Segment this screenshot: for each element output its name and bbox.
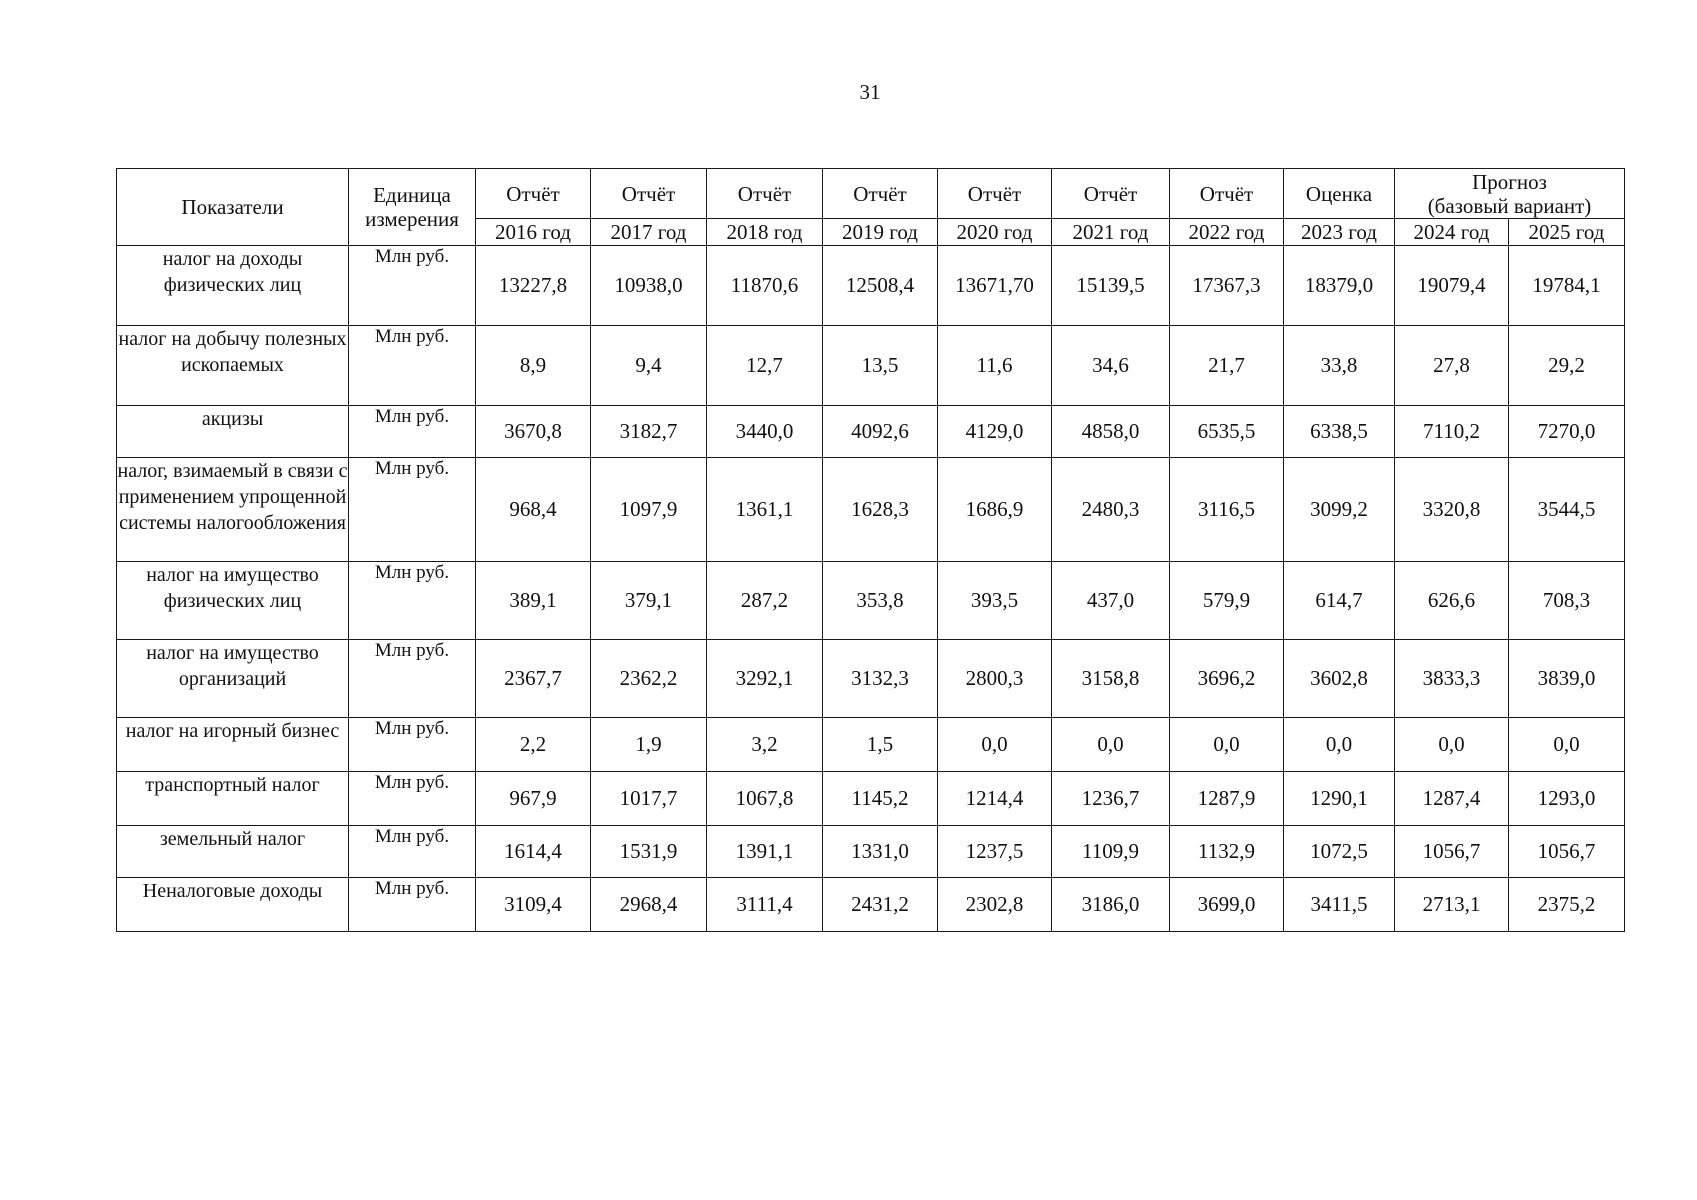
value-cell: 2302,8 xyxy=(938,878,1052,932)
value-cell: 3544,5 xyxy=(1509,458,1625,562)
value-cell: 9,4 xyxy=(591,326,707,406)
value-cell: 1067,8 xyxy=(707,772,823,826)
header-group: Отчёт xyxy=(1170,169,1284,219)
value-cell: 15139,5 xyxy=(1052,246,1170,326)
value-cell: 11,6 xyxy=(938,326,1052,406)
value-cell: 1614,4 xyxy=(476,826,591,878)
value-cell: 3182,7 xyxy=(591,406,707,458)
table-row xyxy=(117,458,1625,562)
value-cell: 3111,4 xyxy=(707,878,823,932)
unit-cell: Млн руб. xyxy=(349,326,476,406)
header-year: 2020 год xyxy=(938,219,1052,246)
value-cell: 3602,8 xyxy=(1284,640,1395,718)
value-cell: 1,9 xyxy=(591,718,707,772)
value-cell: 3411,5 xyxy=(1284,878,1395,932)
value-cell: 3440,0 xyxy=(707,406,823,458)
header-year: 2021 год xyxy=(1052,219,1170,246)
header-unit: Единица измерения xyxy=(349,169,476,246)
header-indicator: Показатели xyxy=(117,169,349,246)
value-cell: 1287,4 xyxy=(1395,772,1509,826)
value-cell: 3292,1 xyxy=(707,640,823,718)
value-cell: 1145,2 xyxy=(823,772,938,826)
header-group: Оценка xyxy=(1284,169,1395,219)
value-cell: 967,9 xyxy=(476,772,591,826)
header-year: 2016 год xyxy=(476,219,591,246)
header-group: Отчёт xyxy=(823,169,938,219)
table-row xyxy=(117,246,1625,326)
unit-cell: Млн руб. xyxy=(349,458,476,562)
indicator-cell: транспортный налог xyxy=(117,772,349,826)
value-cell: 11870,6 xyxy=(707,246,823,326)
forecast-line-2: (базовый вариант) xyxy=(1427,193,1592,218)
header-year: 2023 год xyxy=(1284,219,1395,246)
indicator-cell: акцизы xyxy=(117,406,349,458)
value-cell: 3670,8 xyxy=(476,406,591,458)
header-group: Отчёт xyxy=(476,169,591,219)
value-cell: 437,0 xyxy=(1052,562,1170,640)
value-cell: 0,0 xyxy=(1170,718,1284,772)
table-row xyxy=(117,406,1625,458)
value-cell: 1109,9 xyxy=(1052,826,1170,878)
revenue-table xyxy=(116,168,1625,932)
value-cell: 6338,5 xyxy=(1284,406,1395,458)
indicator-cell: налог на игорный бизнес xyxy=(117,718,349,772)
value-cell: 3833,3 xyxy=(1395,640,1509,718)
value-cell: 2480,3 xyxy=(1052,458,1170,562)
value-cell: 4858,0 xyxy=(1052,406,1170,458)
header-year: 2024 год xyxy=(1395,219,1509,246)
indicator-cell: земельный налог xyxy=(117,826,349,878)
value-cell: 1132,9 xyxy=(1170,826,1284,878)
value-cell: 18379,0 xyxy=(1284,246,1395,326)
value-cell: 7110,2 xyxy=(1395,406,1509,458)
unit-cell: Млн руб. xyxy=(349,772,476,826)
value-cell: 389,1 xyxy=(476,562,591,640)
unit-cell: Млн руб. xyxy=(349,246,476,326)
value-cell: 3132,3 xyxy=(823,640,938,718)
value-cell: 4129,0 xyxy=(938,406,1052,458)
value-cell: 614,7 xyxy=(1284,562,1395,640)
header-year: 2019 год xyxy=(823,219,938,246)
value-cell: 1686,9 xyxy=(938,458,1052,562)
value-cell: 1214,4 xyxy=(938,772,1052,826)
value-cell: 1531,9 xyxy=(591,826,707,878)
value-cell: 968,4 xyxy=(476,458,591,562)
header-year: 2017 год xyxy=(591,219,707,246)
value-cell: 2968,4 xyxy=(591,878,707,932)
unit-cell: Млн руб. xyxy=(349,878,476,932)
indicator-cell: налог на доходы физических лиц xyxy=(117,246,349,326)
value-cell: 1287,9 xyxy=(1170,772,1284,826)
value-cell: 3158,8 xyxy=(1052,640,1170,718)
value-cell: 6535,5 xyxy=(1170,406,1284,458)
header-group: Отчёт xyxy=(707,169,823,219)
table-body xyxy=(117,246,1625,932)
value-cell: 0,0 xyxy=(1052,718,1170,772)
value-cell: 19784,1 xyxy=(1509,246,1625,326)
value-cell: 3186,0 xyxy=(1052,878,1170,932)
value-cell: 0,0 xyxy=(1395,718,1509,772)
value-cell: 2431,2 xyxy=(823,878,938,932)
indicator-cell: налог на добычу полезных ископаемых xyxy=(117,326,349,406)
value-cell: 12508,4 xyxy=(823,246,938,326)
indicator-cell: налог, взимаемый в связи с применением упрощенной системы налогообложения xyxy=(117,458,349,562)
value-cell: 2362,2 xyxy=(591,640,707,718)
value-cell: 2800,3 xyxy=(938,640,1052,718)
value-cell: 1290,1 xyxy=(1284,772,1395,826)
value-cell: 10938,0 xyxy=(591,246,707,326)
value-cell: 353,8 xyxy=(823,562,938,640)
value-cell: 1017,7 xyxy=(591,772,707,826)
value-cell: 1236,7 xyxy=(1052,772,1170,826)
indicator-cell: Неналоговые доходы xyxy=(117,878,349,932)
value-cell: 626,6 xyxy=(1395,562,1509,640)
value-cell: 379,1 xyxy=(591,562,707,640)
unit-cell: Млн руб. xyxy=(349,640,476,718)
value-cell: 1331,0 xyxy=(823,826,938,878)
value-cell: 708,3 xyxy=(1509,562,1625,640)
value-cell: 3109,4 xyxy=(476,878,591,932)
header-group: Отчёт xyxy=(1052,169,1170,219)
value-cell: 2375,2 xyxy=(1509,878,1625,932)
value-cell: 0,0 xyxy=(938,718,1052,772)
value-cell: 3699,0 xyxy=(1170,878,1284,932)
value-cell: 8,9 xyxy=(476,326,591,406)
header-year: 2018 год xyxy=(707,219,823,246)
header-forecast xyxy=(1395,169,1625,219)
value-cell: 2713,1 xyxy=(1395,878,1509,932)
value-cell: 12,7 xyxy=(707,326,823,406)
value-cell: 34,6 xyxy=(1052,326,1170,406)
unit-cell: Млн руб. xyxy=(349,562,476,640)
value-cell: 7270,0 xyxy=(1509,406,1625,458)
value-cell: 3320,8 xyxy=(1395,458,1509,562)
table-row xyxy=(117,640,1625,718)
value-cell: 13227,8 xyxy=(476,246,591,326)
value-cell: 1628,3 xyxy=(823,458,938,562)
indicator-cell: налог на имущество организаций xyxy=(117,640,349,718)
value-cell: 17367,3 xyxy=(1170,246,1284,326)
value-cell: 579,9 xyxy=(1170,562,1284,640)
unit-cell: Млн руб. xyxy=(349,718,476,772)
value-cell: 1,5 xyxy=(823,718,938,772)
value-cell: 29,2 xyxy=(1509,326,1625,406)
value-cell: 13,5 xyxy=(823,326,938,406)
value-cell: 19079,4 xyxy=(1395,246,1509,326)
value-cell: 33,8 xyxy=(1284,326,1395,406)
value-cell: 1293,0 xyxy=(1509,772,1625,826)
forecast-line-1: Прогноз xyxy=(1472,169,1547,194)
indicator-cell: налог на имущество физических лиц xyxy=(117,562,349,640)
value-cell: 287,2 xyxy=(707,562,823,640)
table-row xyxy=(117,826,1625,878)
value-cell: 2367,7 xyxy=(476,640,591,718)
value-cell: 3,2 xyxy=(707,718,823,772)
header-year: 2025 год xyxy=(1509,219,1625,246)
value-cell: 4092,6 xyxy=(823,406,938,458)
header-year: 2022 год xyxy=(1170,219,1284,246)
header-group: Отчёт xyxy=(938,169,1052,219)
value-cell: 27,8 xyxy=(1395,326,1509,406)
value-cell: 3116,5 xyxy=(1170,458,1284,562)
value-cell: 2,2 xyxy=(476,718,591,772)
value-cell: 13671,70 xyxy=(938,246,1052,326)
table-row xyxy=(117,326,1625,406)
value-cell: 1237,5 xyxy=(938,826,1052,878)
value-cell: 3099,2 xyxy=(1284,458,1395,562)
header-group: Отчёт xyxy=(591,169,707,219)
page-number: 31 xyxy=(859,80,881,104)
value-cell: 1361,1 xyxy=(707,458,823,562)
table-row xyxy=(117,878,1625,932)
value-cell: 1056,7 xyxy=(1395,826,1509,878)
value-cell: 0,0 xyxy=(1509,718,1625,772)
value-cell: 1097,9 xyxy=(591,458,707,562)
unit-cell: Млн руб. xyxy=(349,406,476,458)
value-cell: 1391,1 xyxy=(707,826,823,878)
value-cell: 1056,7 xyxy=(1509,826,1625,878)
value-cell: 0,0 xyxy=(1284,718,1395,772)
value-cell: 3839,0 xyxy=(1509,640,1625,718)
value-cell: 393,5 xyxy=(938,562,1052,640)
value-cell: 1072,5 xyxy=(1284,826,1395,878)
table-row xyxy=(117,772,1625,826)
value-cell: 21,7 xyxy=(1170,326,1284,406)
table-row xyxy=(117,562,1625,640)
value-cell: 3696,2 xyxy=(1170,640,1284,718)
table-row xyxy=(117,718,1625,772)
unit-cell: Млн руб. xyxy=(349,826,476,878)
